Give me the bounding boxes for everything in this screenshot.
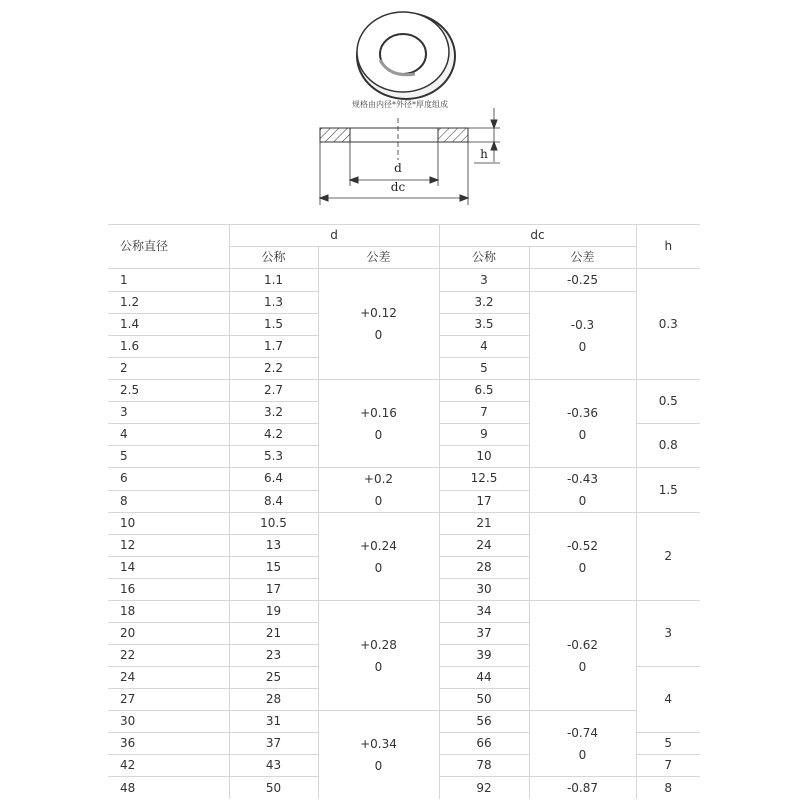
dc-nominal-cell: 10 [439,446,529,468]
d-nominal-cell: 37 [229,733,318,755]
dc-tolerance-cell [529,601,636,711]
nominal-size-cell: 27 [108,689,229,711]
d-tolerance-cell [318,601,439,711]
d-nominal-cell: 4.2 [229,424,318,446]
dc-nominal-cell: 3 [439,269,529,292]
dc-nominal-cell: 5 [439,358,529,380]
table-row [108,468,700,491]
tolerance-upper: -0.74 [566,725,599,740]
dc-nominal-cell: 9 [439,424,529,446]
dc-nominal-cell: 17 [439,490,529,513]
nominal-size-cell: 14 [108,557,229,579]
tolerance-upper: -0.3 [570,317,595,332]
dc-tolerance-cell [529,380,636,468]
dc-nominal-cell: 30 [439,579,529,601]
d-nominal-cell: 1.1 [229,269,318,292]
header-d: d [229,225,439,247]
dimension-h-label: h [480,147,488,161]
dc-nominal-cell: 7 [439,402,529,424]
dimension-d-label: d [394,161,402,175]
d-nominal-cell: 17 [229,579,318,601]
d-nominal-cell: 13 [229,535,318,557]
d-nominal-cell: 19 [229,601,318,623]
tolerance-upper: -0.36 [566,405,599,420]
nominal-size-cell: 1.6 [108,336,229,358]
dc-nominal-cell: 3.2 [439,292,529,314]
nominal-size-cell: 2 [108,358,229,380]
dc-nominal-cell: 3.5 [439,314,529,336]
d-nominal-cell: 1.5 [229,314,318,336]
d-tolerance-cell [318,513,439,601]
tolerance-lower: 0 [374,759,383,773]
h-thickness-cell: 0.5 [636,380,700,424]
h-thickness-cell: 4 [636,667,700,733]
dc-nominal-cell: 34 [439,601,529,623]
d-tolerance-cell [318,380,439,468]
dc-tolerance-cell [529,513,636,601]
d-nominal-cell: 2.2 [229,358,318,380]
dc-nominal-cell: 92 [439,777,529,800]
dc-nominal-cell: 78 [439,755,529,777]
d-tolerance-cell [318,711,439,800]
dc-nominal-cell: 24 [439,535,529,557]
nominal-size-cell: 10 [108,513,229,535]
nominal-size-cell: 24 [108,667,229,689]
tolerance-upper: +0.28 [360,637,397,652]
d-nominal-cell: 43 [229,755,318,777]
nominal-size-cell: 1.2 [108,292,229,314]
h-thickness-cell: 2 [636,513,700,601]
dc-nominal-cell: 44 [439,667,529,689]
header-dc-nominal: 公称 [439,247,529,269]
tolerance-lower: 0 [578,339,587,354]
nominal-size-cell: 8 [108,490,229,513]
d-nominal-cell: 1.3 [229,292,318,314]
nominal-size-cell: 4 [108,424,229,446]
h-thickness-cell: 1.5 [636,468,700,513]
nominal-size-cell: 1 [108,269,229,292]
header-nominal-diameter: 公称直径 [108,225,229,269]
dc-nominal-cell: 12.5 [439,468,529,491]
dc-nominal-cell: 28 [439,557,529,579]
nominal-size-cell: 16 [108,579,229,601]
nominal-size-cell: 6 [108,468,229,491]
dc-tolerance-cell [529,269,636,292]
d-nominal-cell: 23 [229,645,318,667]
d-nominal-cell: 2.7 [229,380,318,402]
tolerance-upper: -0.52 [566,538,599,553]
d-nominal-cell: 31 [229,711,318,733]
d-nominal-cell: 25 [229,667,318,689]
d-nominal-cell: 3.2 [229,402,318,424]
h-thickness-cell: 8 [636,777,700,800]
d-tolerance-cell [318,468,439,513]
d-nominal-cell: 10.5 [229,513,318,535]
d-nominal-cell: 50 [229,777,318,800]
nominal-size-cell: 36 [108,733,229,755]
dc-tolerance-cell [529,292,636,380]
nominal-size-cell: 30 [108,711,229,733]
tolerance-lower: 0 [374,427,383,442]
tolerance-upper: -0.25 [566,273,599,287]
dc-nominal-cell: 39 [439,645,529,667]
tolerance-lower: 0 [578,747,587,762]
d-nominal-cell: 28 [229,689,318,711]
d-nominal-cell: 8.4 [229,490,318,513]
dc-nominal-cell: 66 [439,733,529,755]
dc-nominal-cell: 4 [439,336,529,358]
header-row-1 [108,225,700,247]
dimension-dc-label: dc [390,180,406,194]
tolerance-lower: 0 [578,427,587,442]
h-thickness-cell: 0.3 [636,269,700,380]
nominal-size-cell: 12 [108,535,229,557]
tolerance-lower: 0 [578,560,587,575]
dc-nominal-cell: 37 [439,623,529,645]
washer-spec-table [108,224,700,799]
tolerance-lower: 0 [374,659,383,674]
tolerance-lower: 0 [578,659,587,674]
nominal-size-cell: 20 [108,623,229,645]
header-d-tolerance: 公差 [318,247,439,269]
tolerance-upper: +0.12 [360,306,397,320]
d-nominal-cell: 5.3 [229,446,318,468]
nominal-size-cell: 1.4 [108,314,229,336]
dc-tolerance-cell [529,468,636,513]
table-row [108,380,700,402]
nominal-size-cell: 48 [108,777,229,800]
nominal-size-cell: 2.5 [108,380,229,402]
d-nominal-cell: 21 [229,623,318,645]
drawing-caption: 规格由内径*外径*厚度组成 [352,100,448,109]
tolerance-upper: +0.24 [360,538,397,553]
tolerance-lower: 0 [578,494,587,508]
nominal-size-cell: 22 [108,645,229,667]
tolerance-upper: -0.43 [566,472,599,486]
washer-cross-section [320,108,500,205]
nominal-size-cell: 42 [108,755,229,777]
header-dc-tolerance: 公差 [529,247,636,269]
h-thickness-cell: 0.8 [636,424,700,468]
table-row [108,711,700,733]
dc-tolerance-cell [529,711,636,777]
tolerance-upper: -0.87 [566,781,599,795]
tolerance-lower: 0 [374,328,383,342]
table-row [108,269,700,292]
d-nominal-cell: 15 [229,557,318,579]
dc-nominal-cell: 21 [439,513,529,535]
dc-nominal-cell: 6.5 [439,380,529,402]
d-tolerance-cell [318,269,439,380]
dc-nominal-cell: 50 [439,689,529,711]
header-h: h [636,225,700,269]
tolerance-lower: 0 [374,560,383,575]
header-dc: dc [439,225,636,247]
tolerance-lower: 0 [374,494,383,508]
tolerance-upper: +0.2 [363,472,394,486]
table-row [108,601,700,623]
nominal-size-cell: 3 [108,402,229,424]
nominal-size-cell: 5 [108,446,229,468]
dc-tolerance-cell [529,777,636,800]
dc-nominal-cell: 56 [439,711,529,733]
d-nominal-cell: 1.7 [229,336,318,358]
header-d-nominal: 公称 [229,247,318,269]
nominal-size-cell: 18 [108,601,229,623]
tolerance-upper: -0.62 [566,637,599,652]
d-nominal-cell: 6.4 [229,468,318,491]
h-thickness-cell: 3 [636,601,700,667]
tolerance-upper: +0.34 [360,737,397,751]
h-thickness-cell: 5 [636,733,700,755]
h-thickness-cell: 7 [636,755,700,777]
washer-3d-icon [357,12,455,99]
tolerance-upper: +0.16 [360,405,397,420]
table-row [108,513,700,535]
